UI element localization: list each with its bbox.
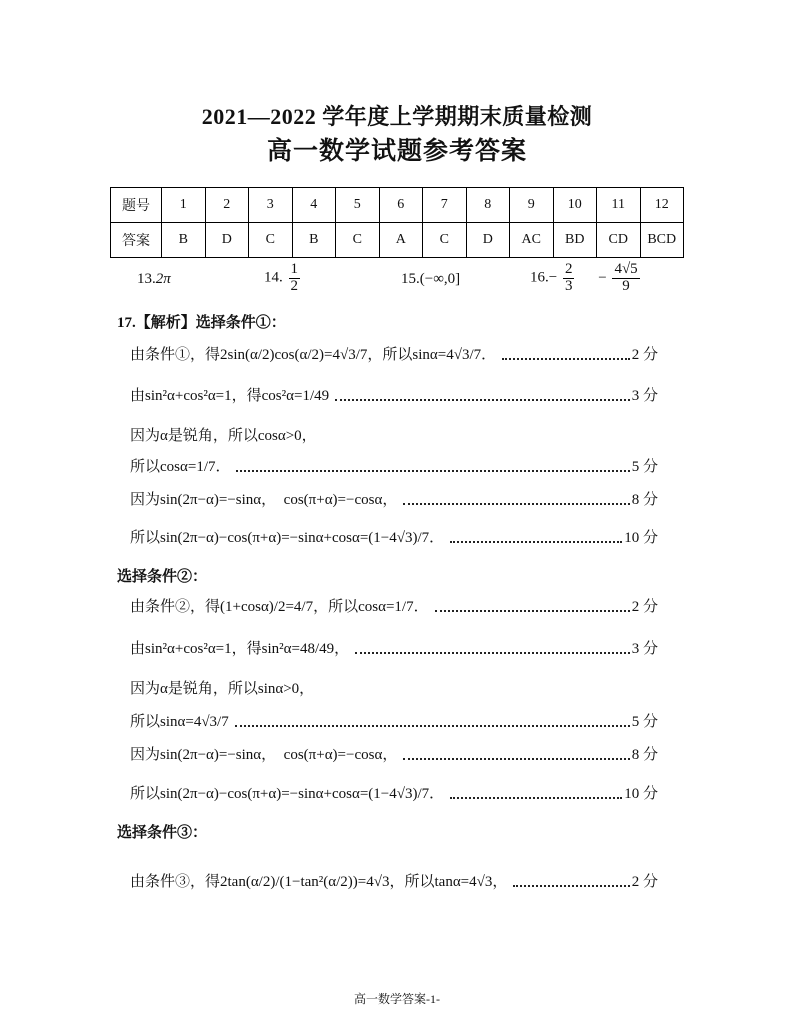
equation-text: 所以sinα=4√3/7 bbox=[130, 713, 229, 730]
solution-line bbox=[130, 704, 658, 736]
solution-line bbox=[130, 631, 658, 663]
score-points: 3 分 bbox=[631, 387, 658, 404]
numerator: 4√5 bbox=[614, 261, 638, 277]
score-points: 2 分 bbox=[631, 346, 658, 363]
fraction bbox=[563, 262, 575, 295]
table-cell: 6 bbox=[379, 188, 423, 223]
equation-text: 由条件①，得2sin(α/2)cos(α/2)=4√3/7，所以sinα=4√3/7． bbox=[130, 346, 497, 363]
solution-line bbox=[130, 418, 658, 450]
score-points: 8 分 bbox=[631, 491, 658, 508]
table-cell: 4 bbox=[292, 188, 336, 223]
equation-text: 因为sin(2π−α)=−sinα， cos(π+α)=−cosα， bbox=[130, 491, 398, 508]
table-cell: 3 bbox=[249, 188, 293, 223]
table-cell: 5 bbox=[336, 188, 380, 223]
answer-15 bbox=[401, 271, 460, 288]
denominator: 3 bbox=[564, 277, 573, 294]
table-cell: D bbox=[205, 223, 249, 258]
leader-dots bbox=[335, 378, 630, 410]
table-cell: 9 bbox=[510, 188, 554, 223]
page-title-line1: 2021—2022 学年度上学期期末质量检测 bbox=[201, 104, 593, 129]
table-cell: B bbox=[292, 223, 336, 258]
score-points: 3 分 bbox=[631, 640, 658, 657]
table-cell: AC bbox=[510, 223, 554, 258]
answer-value: (−∞,0] bbox=[419, 271, 461, 287]
table-cell: C bbox=[249, 223, 293, 258]
score-points: 5 分 bbox=[631, 458, 658, 475]
solution-line bbox=[130, 482, 658, 514]
score-points: 10 分 bbox=[624, 529, 658, 546]
equation-text: 所以sin(2π−α)−cos(π+α)=−sinα+cosα=(1−4√3)/7． bbox=[130, 785, 445, 802]
solution-line bbox=[130, 378, 658, 410]
leader-dots bbox=[235, 704, 630, 736]
equation-text: 由条件②，得(1+cosα)/2=4/7，所以cosα=1/7． bbox=[130, 598, 429, 615]
option3-heading: 选择条件③： bbox=[117, 825, 208, 841]
page-title-line2: 高一数学试题参考答案 bbox=[266, 138, 527, 165]
row-label-answer: 答案 bbox=[111, 223, 162, 258]
question-label: 16.− bbox=[530, 269, 558, 286]
leader-dots bbox=[236, 449, 630, 481]
table-row-question-numbers bbox=[111, 188, 684, 223]
leader-dots bbox=[435, 589, 630, 621]
table-cell: D bbox=[466, 223, 510, 258]
page-footer: 高一数学答案-1- bbox=[354, 992, 440, 1006]
numerator: 1 bbox=[290, 261, 298, 277]
sign: − bbox=[598, 269, 607, 286]
row-label-number: 题号 bbox=[111, 188, 162, 223]
leader-dots bbox=[403, 482, 630, 514]
table-cell: 2 bbox=[205, 188, 249, 223]
table-cell: 1 bbox=[162, 188, 206, 223]
question-label: 14. bbox=[264, 269, 283, 286]
equation-text: 因为sin(2π−α)=−sinα， cos(π+α)=−cosα， bbox=[130, 746, 398, 763]
solution-line bbox=[130, 776, 658, 808]
table-cell: C bbox=[423, 223, 467, 258]
solution-line bbox=[130, 737, 658, 769]
answer-14 bbox=[264, 262, 302, 295]
score-points: 2 分 bbox=[631, 873, 658, 890]
table-cell: 8 bbox=[466, 188, 510, 223]
solution-line bbox=[130, 864, 658, 896]
solution-line bbox=[130, 449, 658, 481]
table-cell: BCD bbox=[640, 223, 684, 258]
question-label: 15. bbox=[401, 271, 420, 287]
solution-line bbox=[130, 337, 658, 369]
equation-text: 由sin²α+cos²α=1，得cos²α=1/49 bbox=[130, 387, 330, 404]
answer-16 bbox=[530, 262, 642, 295]
table-cell: 7 bbox=[423, 188, 467, 223]
score-points: 2 分 bbox=[631, 598, 658, 615]
table-row-answers bbox=[111, 223, 684, 258]
answer-13 bbox=[137, 271, 171, 288]
equation-text: 由条件③，得2tan(α/2)/(1−tan²(α/2))=4√3，所以tanα=4√3， bbox=[130, 873, 508, 890]
option2-heading: 选择条件②： bbox=[117, 569, 208, 585]
leader-dots bbox=[355, 631, 630, 663]
denominator: 2 bbox=[290, 277, 298, 294]
answer-value: 2π bbox=[155, 271, 171, 287]
table-cell: BD bbox=[553, 223, 597, 258]
score-points: 8 分 bbox=[631, 746, 658, 763]
equation-text: 因为α是锐角，所以sinα>0， bbox=[130, 680, 315, 697]
table-cell: A bbox=[379, 223, 423, 258]
fraction bbox=[612, 262, 639, 295]
q17-heading: 17.【解析】选择条件①： bbox=[117, 315, 286, 331]
score-points: 10 分 bbox=[624, 785, 658, 802]
leader-dots bbox=[450, 776, 622, 808]
leader-dots bbox=[450, 520, 622, 552]
score-points: 5 分 bbox=[631, 713, 658, 730]
fraction bbox=[289, 262, 301, 295]
table-cell: 12 bbox=[640, 188, 684, 223]
leader-dots bbox=[502, 337, 630, 369]
equation-text: 所以cosα=1/7． bbox=[130, 458, 231, 475]
solution-line bbox=[130, 520, 658, 552]
leader-dots bbox=[403, 737, 630, 769]
answer-table bbox=[110, 187, 684, 258]
table-cell: 11 bbox=[597, 188, 641, 223]
solution-line bbox=[130, 671, 658, 703]
equation-text: 因为α是锐角，所以cosα>0， bbox=[130, 427, 317, 444]
table-cell: B bbox=[162, 223, 206, 258]
question-label: 13. bbox=[137, 271, 156, 287]
solution-line bbox=[130, 589, 658, 621]
equation-text: 所以sin(2π−α)−cos(π+α)=−sinα+cosα=(1−4√3)/7． bbox=[130, 529, 445, 546]
table-cell: CD bbox=[597, 223, 641, 258]
table-cell: 10 bbox=[553, 188, 597, 223]
leader-dots bbox=[513, 864, 630, 896]
numerator: 2 bbox=[564, 261, 573, 277]
table-cell: C bbox=[336, 223, 380, 258]
equation-text: 由sin²α+cos²α=1，得sin²α=48/49， bbox=[130, 640, 350, 657]
denominator: 9 bbox=[622, 277, 630, 294]
